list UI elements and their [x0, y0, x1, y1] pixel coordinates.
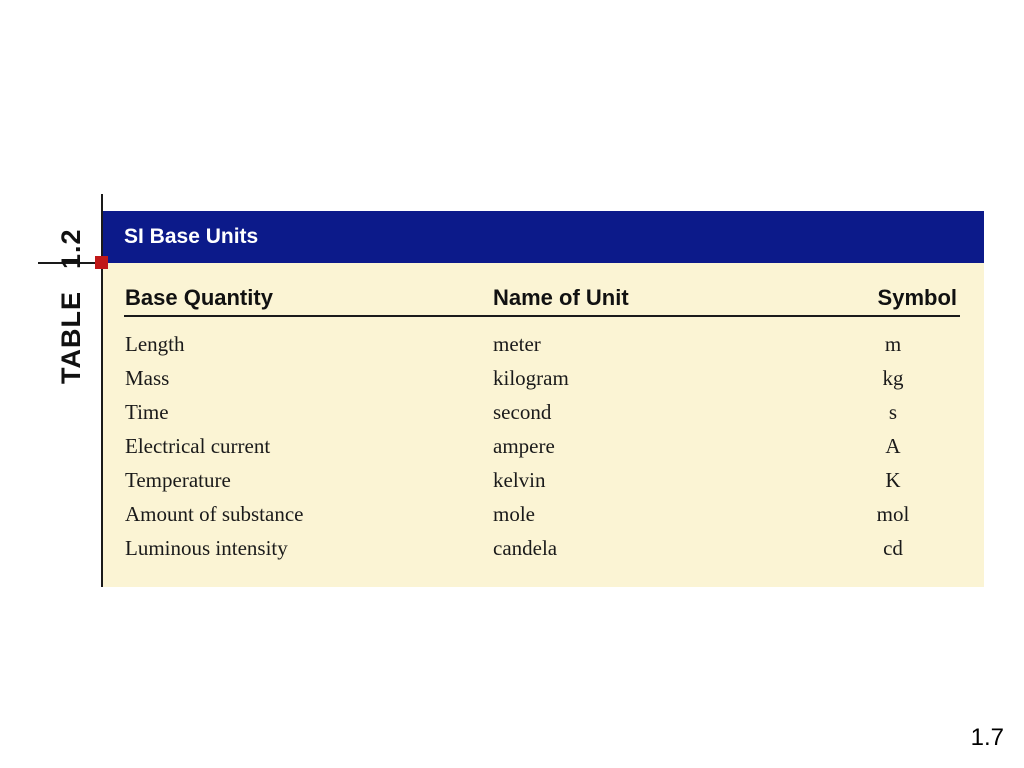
table-row [103, 467, 984, 501]
table-header-bar [103, 211, 984, 263]
cell-unit-name: meter [493, 332, 541, 356]
cell-unit-name: mole [493, 502, 535, 526]
table-row [103, 535, 984, 569]
cell-symbol: kg [882, 366, 904, 390]
header-underline [124, 315, 960, 317]
cell-symbol: s [888, 400, 898, 424]
cell-unit-name: kelvin [493, 468, 546, 492]
table-row [103, 399, 984, 433]
cell-symbol: K [885, 468, 901, 492]
table-side-label [58, 228, 85, 384]
cell-symbol: m [884, 332, 902, 356]
table-label-word: TABLE [56, 291, 86, 384]
column-header-name-of-unit: Name of Unit [493, 285, 629, 310]
cell-base-quantity: Amount of substance [125, 502, 304, 526]
table-row [103, 365, 984, 399]
table-row [103, 331, 984, 365]
table-body [103, 331, 984, 569]
column-header-base-quantity: Base Quantity [125, 285, 273, 310]
si-units-table [103, 211, 984, 587]
table-row [103, 501, 984, 535]
red-corner-marker [95, 256, 108, 269]
cell-unit-name: kilogram [493, 366, 569, 390]
page-number: 1.7 [970, 724, 1004, 751]
cell-base-quantity: Electrical current [125, 434, 271, 458]
table-row [103, 433, 984, 467]
cell-unit-name: second [493, 400, 552, 424]
cell-base-quantity: Luminous intensity [125, 536, 288, 560]
cell-unit-name: ampere [493, 434, 555, 458]
cell-base-quantity: Mass [125, 366, 170, 390]
cell-base-quantity: Time [125, 400, 169, 424]
table-label-number: 1.2 [56, 228, 86, 269]
cell-symbol: A [885, 434, 901, 458]
cell-base-quantity: Length [125, 332, 185, 356]
cell-base-quantity: Temperature [125, 468, 231, 492]
cell-symbol: mol [876, 502, 910, 526]
cell-symbol: cd [883, 536, 903, 560]
table-title: SI Base Units [124, 225, 259, 248]
column-header-symbol: Symbol [877, 285, 957, 310]
cell-unit-name: candela [493, 536, 558, 560]
